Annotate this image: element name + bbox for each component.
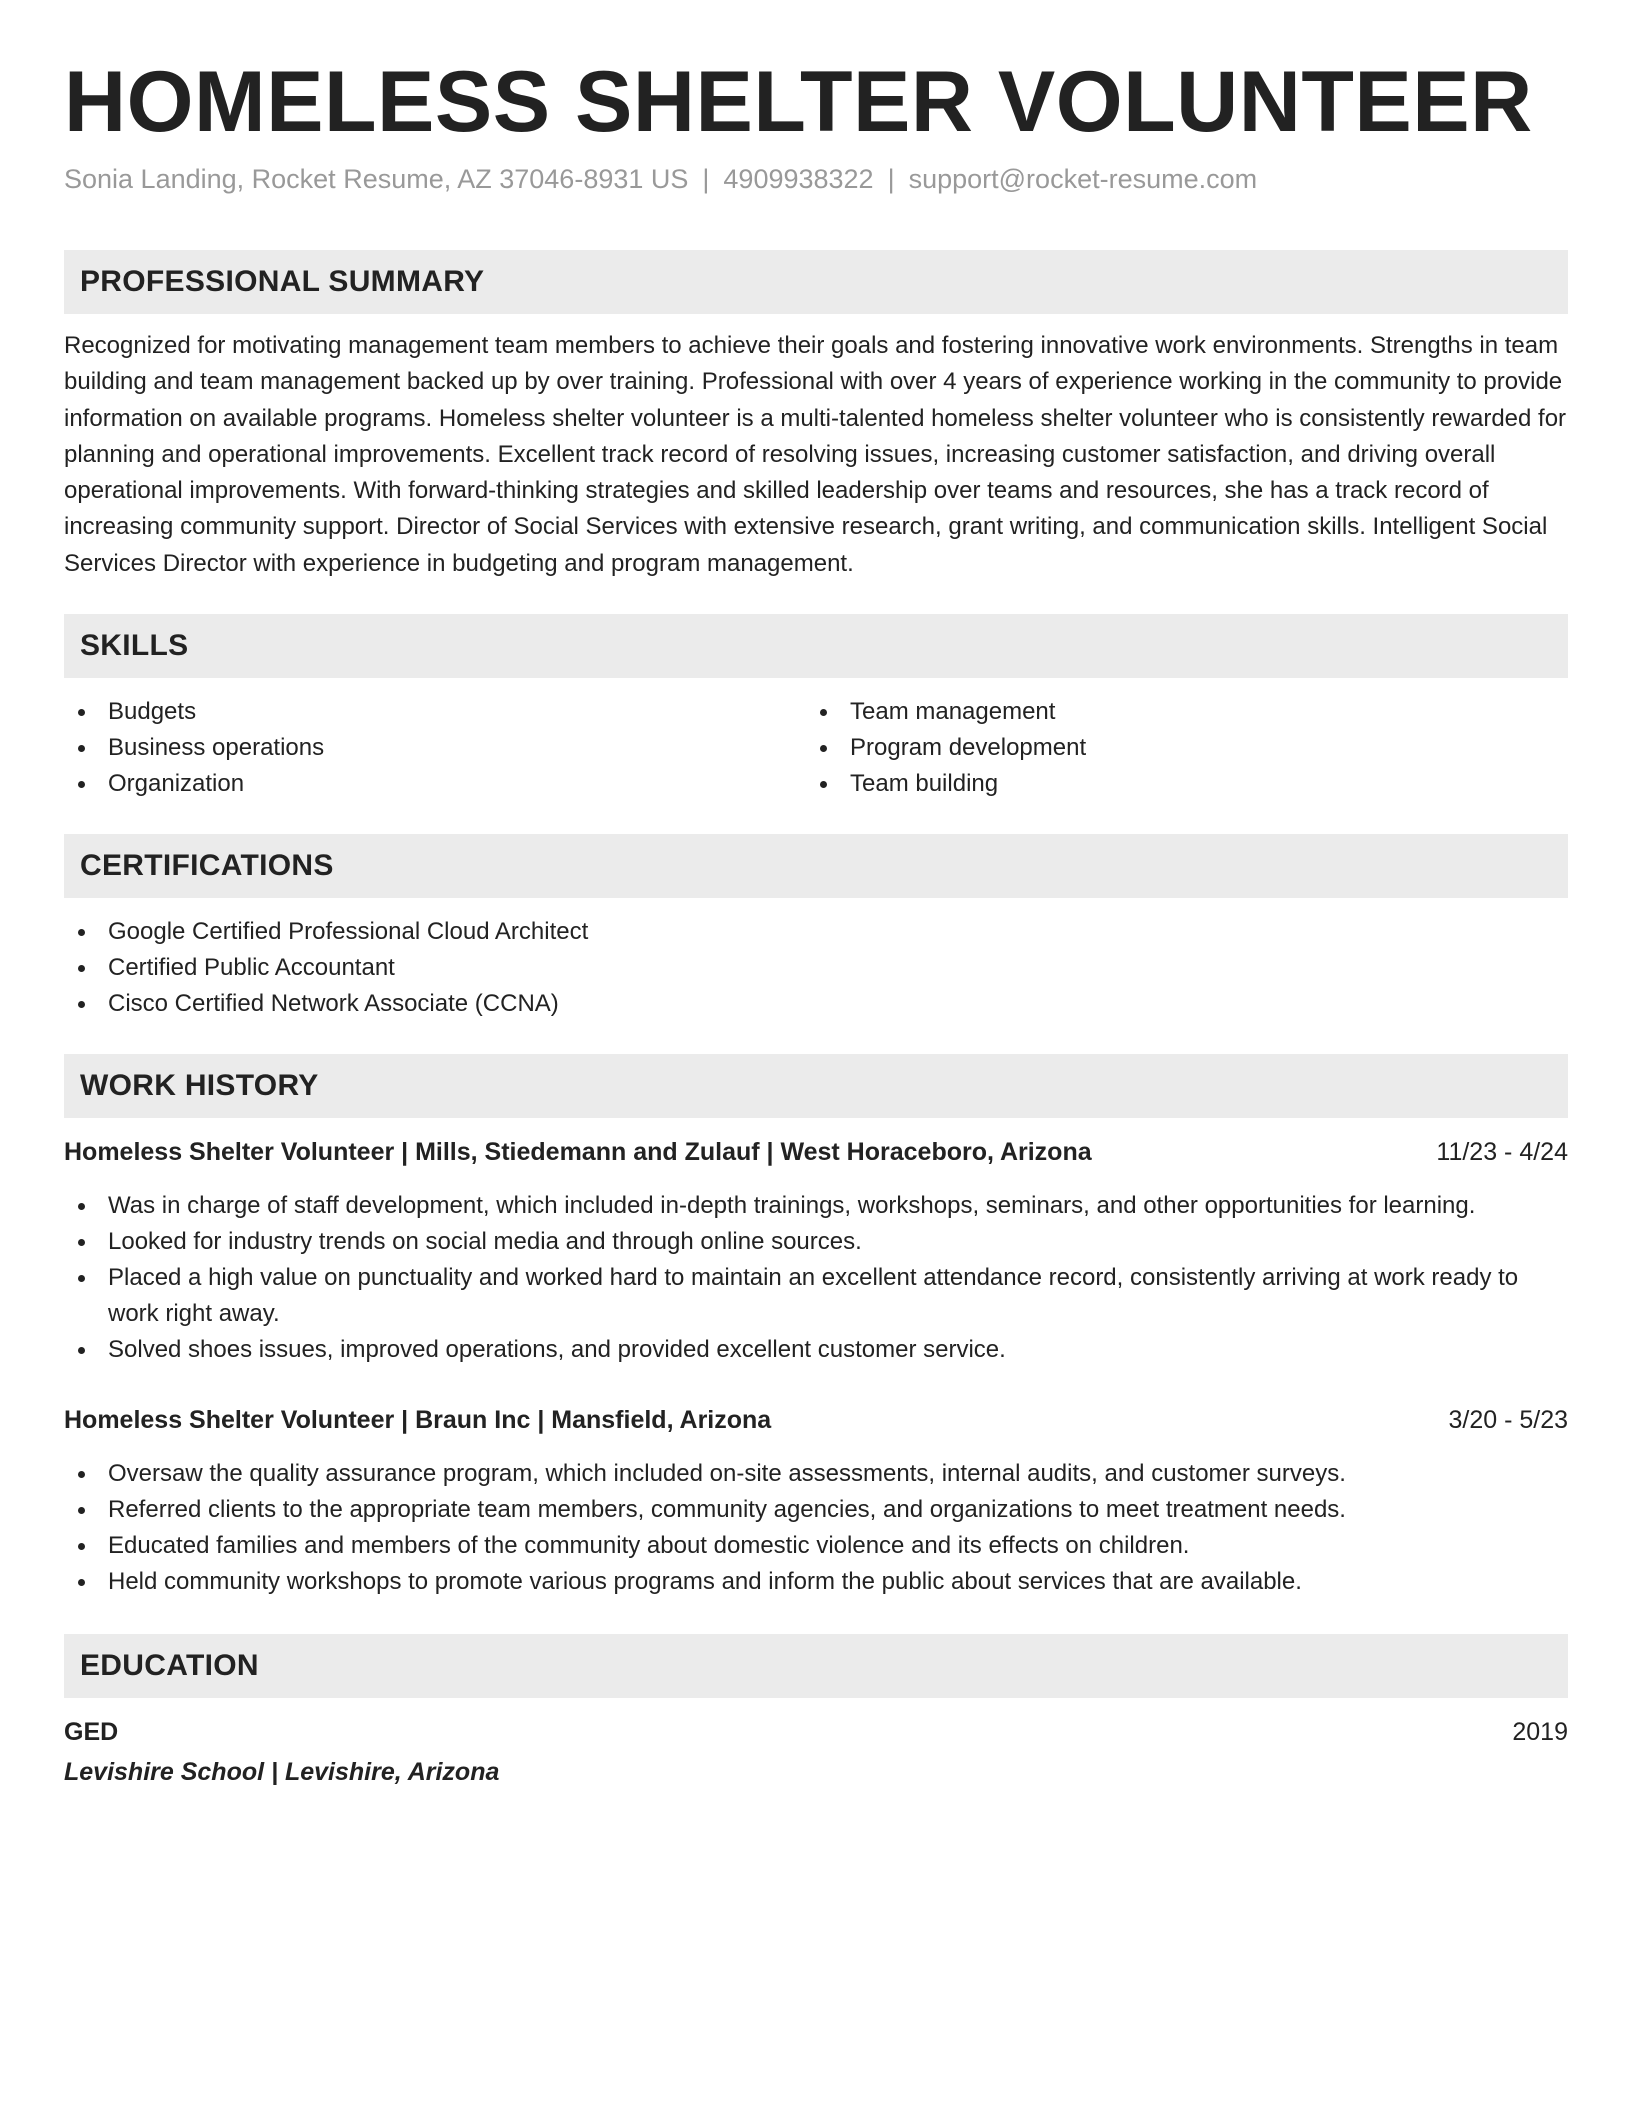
job-bullet: Was in charge of staff development, which included in-depth trainings, workshops, seminars, and other opportunities for learning. (64, 1188, 1568, 1224)
skills-column-right (806, 694, 1548, 802)
contact-email: support@rocket-resume.com (908, 164, 1258, 194)
job-header (64, 1402, 1568, 1438)
skill-item: Team management (806, 694, 1548, 730)
contact-separator: | (887, 164, 895, 194)
skill-item: Program development (806, 730, 1548, 766)
education-header (64, 1714, 1568, 1750)
contact-phone: 4909938322 (723, 164, 874, 194)
job-dates: 11/23 - 4/24 (1436, 1138, 1568, 1167)
job-bullet: Held community workshops to promote various programs and inform the public about services that are available. (64, 1564, 1568, 1600)
job-bullet: Educated families and members of the community about domestic violence and its effects on children. (64, 1528, 1568, 1564)
education-degree: GED (64, 1718, 119, 1747)
job-bullets (64, 1456, 1568, 1600)
resume-page (64, 52, 1568, 1790)
skills-list (64, 694, 1568, 802)
job-bullets (64, 1188, 1568, 1368)
skill-item: Organization (64, 766, 806, 802)
job-title: Homeless Shelter Volunteer | Braun Inc | Mansfield, Arizona (64, 1406, 772, 1435)
certifications-list (64, 914, 1568, 1022)
skill-item: Business operations (64, 730, 806, 766)
resume-title: HOMELESS SHELTER VOLUNTEER (64, 54, 1533, 150)
job-entry (64, 1402, 1568, 1600)
education-school: Levishire School | Levishire, Arizona (64, 1758, 500, 1787)
section-header-skills: SKILLS (64, 614, 1568, 678)
job-header (64, 1134, 1568, 1170)
job-bullet: Looked for industry trends on social media and through online sources. (64, 1224, 1568, 1260)
contact-separator: | (702, 164, 710, 194)
job-bullet: Referred clients to the appropriate team members, community agencies, and organizations to meet treatment needs. (64, 1492, 1568, 1528)
certification-item: Cisco Certified Network Associate (CCNA) (64, 986, 1568, 1022)
education-year: 2019 (1512, 1718, 1568, 1747)
contact-line (64, 162, 1568, 196)
certification-item: Certified Public Accountant (64, 950, 1568, 986)
job-bullet: Oversaw the quality assurance program, which included on-site assessments, internal audits, and customer surveys. (64, 1456, 1568, 1492)
section-header-summary: PROFESSIONAL SUMMARY (64, 250, 1568, 314)
contact-address: Sonia Landing, Rocket Resume, AZ 37046-8931 US (64, 164, 689, 194)
skill-item: Budgets (64, 694, 806, 730)
skill-item: Team building (806, 766, 1548, 802)
job-bullet: Solved shoes issues, improved operations, and provided excellent customer service. (64, 1332, 1568, 1368)
section-header-certifications: CERTIFICATIONS (64, 834, 1568, 898)
section-header-work-history: WORK HISTORY (64, 1054, 1568, 1118)
summary-text: Recognized for motivating management team members to achieve their goals and fostering innovative work environments. Strengths in team building and team management backed up by over training. Professional with over 4 years of experience working in the community to provide information on available programs. Homeless shelter volunteer is a multi-talented homeless shelter volunteer who is consistently rewarded for planning and operational improvements. Excellent track record of resolving issues, increasing customer satisfaction, and driving overall operational improvements. With forward-thinking strategies and skilled leadership over teams and resources, she has a track record of increasing community support. Director of Social Services with extensive research, grant writing, and communication skills. Intelligent Social Services Director with experience in budgeting and program management. (64, 332, 1567, 577)
certification-item: Google Certified Professional Cloud Architect (64, 914, 1568, 950)
section-header-education: EDUCATION (64, 1634, 1568, 1698)
job-entry (64, 1134, 1568, 1368)
job-dates: 3/20 - 5/23 (1448, 1406, 1568, 1435)
job-title: Homeless Shelter Volunteer | Mills, Stiedemann and Zulauf | West Horaceboro, Arizona (64, 1138, 1092, 1167)
skills-column-left (64, 694, 806, 802)
job-bullet: Placed a high value on punctuality and worked hard to maintain an excellent attendance record, consistently arriving at work ready to work right away. (64, 1260, 1568, 1332)
